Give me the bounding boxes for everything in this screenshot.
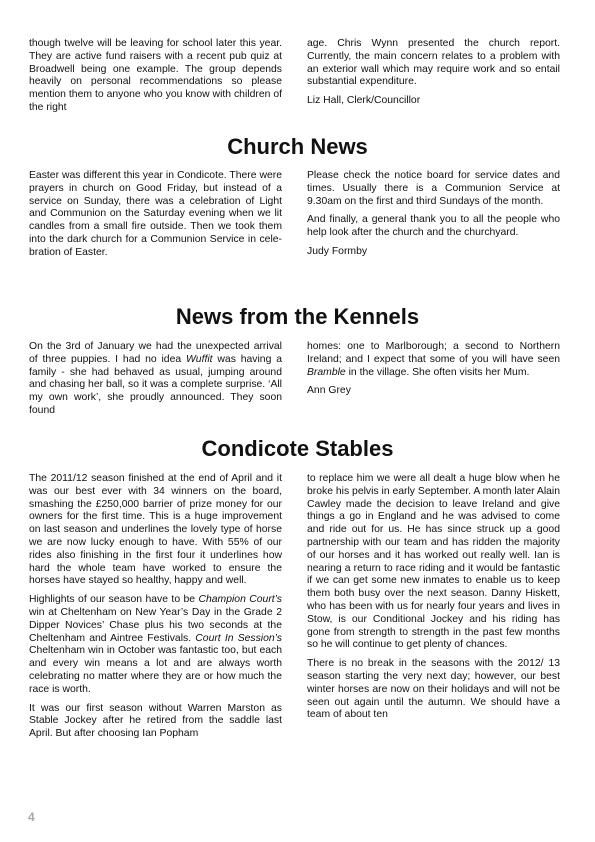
kennels-right-paragraph	[307, 341, 560, 379]
top-right-column	[307, 38, 560, 121]
stables-left-paragraph-3: It was our first season without Warren Marston as Stable Jockey after he retired from the saddle last April. But after choosing Ian Popham	[29, 702, 282, 740]
kennels-dog-name-bramble: Bramble	[307, 366, 346, 378]
kennels-left-paragraph	[29, 341, 282, 418]
stables-right-paragraph-1: to replace him we were all dealt a huge blow when he broke his pelvis in early September. A month later Alain Cawley made the decision to leave Ireland and give things a go in England and he was advised to come and ride out for us. He has since struck up a good partnership with our team and has ridden the majority of our horses and it has worked out really well. Ian is nearing a return to race riding and it would be fantastic if we can get some new inmates to enable us to keep them both busy over the next season. Danny Hiskett, who has been with us for nearly four years and lives in Stow, is our Conditional Jockey and his riding has gone from strength to strength in the past few months so he will continue to get plenty of chances.	[307, 473, 560, 651]
stables-left-p2-text-3: Cheltenham win in October was fantastic too, but each and every win means a lot and are always worth celebrating no matter where they are or how much the race is worth.	[29, 645, 282, 695]
top-left-column	[29, 38, 282, 121]
stables-left-p2-text-2: win at Cheltenham on New Year’s Day in the Grade 2 Dipper Novices’ Chase plus his two seconds at the Cheltenham and Aintree Festivals.	[29, 606, 282, 644]
church-right-paragraph-1: Please check the notice board for service dates and times. Usually there is a Communion Service at 9.30am on the first and third Sundays of the month.	[307, 170, 560, 207]
stables-left-column	[29, 473, 282, 747]
kennels-signature: Ann Grey	[307, 385, 351, 397]
kennels-heading: News from the Kennels	[175, 304, 420, 329]
stables-heading: Condicote Stables	[201, 436, 394, 461]
kennels-left-text-1: On the 3rd of January we had the unexpected arrival of three puppies. I had no idea	[29, 341, 282, 365]
stables-section	[29, 473, 560, 747]
church-news-heading: Church News	[227, 134, 368, 159]
top-right-paragraph: age. Chris Wynn presented the church report. Currently, the main concern relates to a problem with an exterior wall which may require work and so entail substantial expenditure.	[307, 38, 560, 88]
kennels-right-text-2: in the village. She often visits her Mum.	[345, 366, 530, 378]
kennels-left-text-2: was having a family - she had behaved as usual, jumping around and chasing her ball, so it was a complete surprise. ‘All my own work’, she proudly announced. They soon found	[29, 353, 282, 416]
stables-left-paragraph-2	[29, 594, 282, 696]
stables-right-paragraph-2: There is no break in the seasons with the 2012/ 13 season starting the very next day; however, our best winter horses are now on their holidays and will not be seen out again until the autumn. We should have a team of about ten	[307, 658, 560, 721]
church-left-paragraph: Easter was different this year in Condicote. There were prayers in church on Good Friday, but instead of a service on Sunday, there was a celebration of Light and Communion on the Saturday evening when we lit candles from a small fire outside. Then we took them into the dark church for a Communion Service in celebration of Easter.	[29, 170, 282, 258]
kennels-left-column	[29, 341, 282, 424]
top-left-paragraph: though twelve will be leaving for school later this year. They are active fund raisers with a recent pub quiz at Broadwell being one example. The group depends heavily on personal recommendations so please mention them to anyone who you know with children of the right	[29, 38, 282, 113]
page-number: 4	[28, 810, 35, 824]
stables-right-column	[307, 473, 560, 747]
church-left-column	[29, 170, 282, 266]
church-right-column	[307, 170, 560, 266]
kennels-dog-name-wuffit: Wuffit	[186, 353, 213, 365]
kennels-right-text-1: homes: one to Marlborough; a second to Northern Ireland; and I expect that some of you will have seen	[307, 341, 560, 365]
top-section	[29, 38, 560, 121]
kennels-right-column	[307, 341, 560, 424]
church-right-paragraph-2: And finally, a general thank you to all the people who help look after the church and the churchyard.	[307, 214, 560, 239]
church-news-section	[29, 170, 560, 266]
top-signature: Liz Hall, Clerk/Councillor	[307, 95, 421, 107]
stables-horse-name-1: Champion Court’s	[198, 594, 282, 606]
church-signature: Judy Formby	[307, 245, 368, 257]
kennels-section	[29, 341, 560, 424]
stables-left-p2-text-1: Highlights of our season have to be	[29, 594, 199, 606]
stables-left-paragraph-1: The 2011/12 season finished at the end of April and it was our best ever with 34 winners on the board, smashing the £250,000 barrier of prize money for our owners for the first time. This is a huge improvement on last season and underlines the lovely type of horse we are now lucky enough to have. With 55% of our rides also finishing in the first four it underlines how hard the whole team have worked to ensure the horses have stayed so healthy, happy and well.	[29, 473, 282, 587]
stables-horse-name-2: Court In Session’s	[195, 632, 282, 644]
